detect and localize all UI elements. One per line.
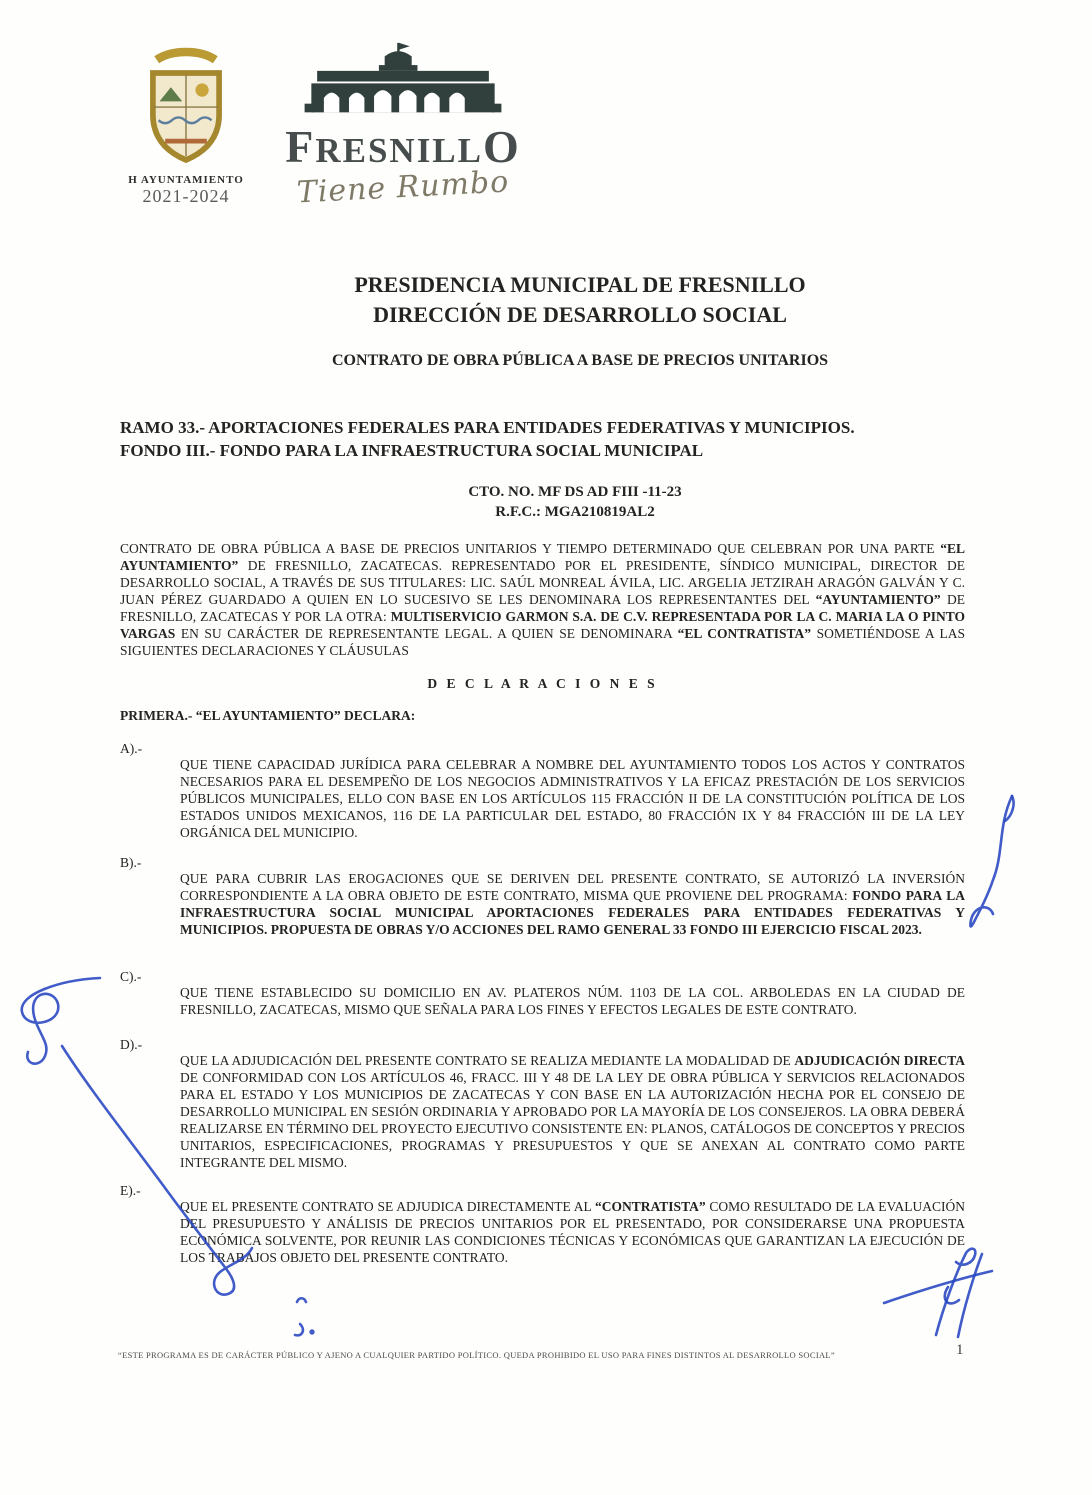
intro-paragraph: CONTRATO DE OBRA PÚBLICA A BASE DE PRECIOS UNITARIOS Y TIEMPO DETERMINADO QUE CELEBRAN POR UNA PARTE “EL AYUNTAMIENTO” DE FRESNILLO, ZACATECAS. REPRESENTADO POR EL PRESIDENTE, SÍNDICO MUNICIPAL, DIRECTOR DE DESARROLLO SOCIAL, A TRAVÉS DE SUS TITULARES: LIC. SAÚL MONREAL ÁVILA, LIC. ARGELIA JETZIRAH ARAGÓN GALVÁN Y C. JUAN PÉREZ GUARDADO A QUIEN EN LO SUCESIVO SE LES DENOMINARA LOS REPRESENTANTES DEL “AYUNTAMIENTO” DE FRESNILLO, ZACATECAS Y POR LA OTRA: MULTISERVICIO GARMON S.A. DE C.V. REPRESENTADA POR LA C. MARIA LA O PINTO VARGAS EN SU CARÁCTER DE REPRESENTANTE LEGAL. A QUIEN SE DENOMINARA “EL CONTRATISTA” SOMETIÉNDOSE A LAS SIGUIENTES DECLARACIONES Y CLÁUSULAS bbox=[120, 541, 965, 658]
declaration-body: QUE TIENE ESTABLECIDO SU DOMICILIO EN AV. PLATEROS NÚM. 1103 DE LA COL. ARBOLEDAS EN LA CIUDAD DE FRESNILLO, ZACATECAS, MISMO QUE SEÑALA PARA LOS FINES Y EFECTOS LEGALES DE ESTE CONTRATO. bbox=[180, 985, 965, 1017]
declaration-item-d bbox=[120, 1036, 965, 1171]
declaration-item-a bbox=[120, 740, 965, 841]
document-subtitle: CONTRATO DE OBRA PÚBLICA A BASE DE PRECIOS UNITARIOS bbox=[331, 352, 829, 369]
document-title bbox=[120, 270, 1040, 330]
wordmark-last-letter: O bbox=[483, 121, 521, 172]
title-line-1: PRESIDENCIA MUNICIPAL DE FRESNILLO bbox=[354, 272, 806, 297]
declaration-body: QUE TIENE CAPACIDAD JURÍDICA PARA CELEBRAR A NOMBRE DEL AYUNTAMIENTO TODOS LOS ACTOS Y CONTRATOS NECESARIOS PARA EL DESEMPEÑO DE LOS NEGOCIOS ADMINISTRATIVOS Y LA EFICAZ PRESTACIÓN DE LOS SERVICIOS PÚBLICOS MUNICIPALES, ELLO CON BASE EN LOS ARTÍCULOS 115 FRACCIÓN II DE LA CONSTITUCIÓN POLÍTICA DE LOS ESTADOS UNIDOS MEXICANOS, 116 DE LA PARTICULAR DEL ESTADO, 80 FRACCIÓN IX Y 84 FRACCIÓN III DE LA LEY ORGÁNICA DEL MUNICIPIO. bbox=[180, 757, 965, 840]
declaration-label: A).- bbox=[120, 741, 143, 756]
declaration-item-c bbox=[120, 968, 965, 1018]
fresnillo-logo bbox=[278, 40, 528, 211]
brand-tagline: Tiene Rumbo bbox=[295, 164, 511, 211]
page-number: 1 bbox=[956, 1342, 964, 1358]
signature-ink-right-margin bbox=[958, 790, 1038, 950]
declaration-label: D).- bbox=[120, 1037, 143, 1052]
declaration-item-b bbox=[120, 854, 965, 938]
crest-caption: H AYUNTAMIENTO bbox=[128, 174, 244, 186]
declaration-item-e bbox=[120, 1182, 965, 1266]
contract-number: CTO. NO. MF DS AD FIII -11-23 bbox=[468, 484, 682, 500]
crest-period: 2021-2024 bbox=[142, 186, 230, 206]
wordmark-first-letter: F bbox=[285, 121, 316, 172]
title-line-2: DIRECCIÓN DE DESARROLLO SOCIAL bbox=[373, 302, 787, 327]
declaration-body: QUE EL PRESENTE CONTRATO SE ADJUDICA DIRECTAMENTE AL “CONTRATISTA” COMO RESULTADO DE LA EVALUACIÓN DEL PRESUPUESTO Y ANÁLISIS DE PRECIOS UNITARIOS POR EL PRESENTADO, POR CONSIDERARSE UNA PROPUESTA ECONÓMICA SOLVENTE, POR REUNIR LAS CONDICIONES TÉCNICAS Y ECONÓMICAS QUE GARANTIZAN LA EJECUCIÓN DE LOS TRABAJOS OBJETO DEL PRESENTE CONTRATO. bbox=[180, 1199, 965, 1265]
declaration-label: B).- bbox=[120, 855, 142, 870]
wordmark-middle-letters: RESNILL bbox=[315, 131, 483, 170]
primera-heading: PRIMERA.- “EL AYUNTAMIENTO” DECLARA: bbox=[120, 708, 416, 723]
declarations-heading: D E C L A R A C I O N E S bbox=[427, 676, 658, 691]
contract-rfc: R.F.C.: MGA210819AL2 bbox=[495, 504, 655, 520]
municipal-crest bbox=[122, 46, 250, 207]
contract-ids bbox=[120, 482, 1030, 522]
declaration-body: QUE PARA CUBRIR LAS EROGACIONES QUE SE DERIVEN DEL PRESENTE CONTRATO, SE AUTORIZÓ LA INVERSIÓN CORRESPONDIENTE A LA OBRA OBJETO DE ESTE CONTRATO, MISMA QUE PROVIENE DEL PROGRAMA: FONDO PARA LA INFRAESTRUCTURA SOCIAL MUNICIPAL APORTACIONES FEDERALES PARA ENTIDADES FEDERATIVAS Y MUNICIPIOS. PROPUESTA DE OBRAS Y/O ACCIONES DEL RAMO GENERAL 33 FONDO III EJERCICIO FISCAL 2023. bbox=[180, 871, 965, 937]
program-line-1: RAMO 33.- APORTACIONES FEDERALES PARA ENTIDADES FEDERATIVAS Y MUNICIPIOS. bbox=[120, 418, 855, 437]
crest-shield-icon bbox=[134, 46, 238, 170]
building-silhouette-icon bbox=[298, 40, 508, 122]
declaration-label: E).- bbox=[120, 1183, 141, 1198]
declaration-label: C).- bbox=[120, 969, 142, 984]
program-line-2: FONDO III.- FONDO PARA LA INFRAESTRUCTURA SOCIAL MUNICIPAL bbox=[120, 441, 704, 460]
fresnillo-wordmark bbox=[278, 121, 528, 172]
declaration-body: QUE LA ADJUDICACIÓN DEL PRESENTE CONTRATO SE REALIZA MEDIANTE LA MODALIDAD DE ADJUDICACIÓN DIRECTA DE CONFORMIDAD CON LOS ARTÍCULOS 46, FRACC. III Y 48 DE LA LEY DE OBRA PÚBLICA Y SERVICIOS RELACIONADOS PARA EL ESTADO Y LOS MUNICIPIOS DE ZACATECAS Y CON BASE EN LA AUTORIZACIÓN HECHA POR EL CONSEJO DE DESARROLLO MUNICIPAL EN SESIÓN ORDINARIA Y APROBADO POR LA MAYORÍA DE LOS CONSEJEROS. LA OBRA DEBERÁ REALIZARSE EN TÉRMINO DEL PROYECTO EJECUTIVO CONSISTENTE EN: PLANOS, CATÁLOGOS DE CONCEPTOS Y PRECIOS UNITARIOS, ESPECIFICACIONES, PROGRAMAS Y PRESUPUESTOS Y QUE SE ANEXAN AL CONTRATO COMO PARTE INTEGRANTE DEL MISMO. bbox=[180, 1053, 965, 1170]
program-heading bbox=[120, 416, 1000, 462]
footer-disclaimer: “ESTE PROGRAMA ES DE CARÁCTER PÚBLICO Y AJENO A CUALQUIER PARTIDO POLÍTICO. QUEDA PROHIBIDO EL USO PARA FINES DISTINTOS AL DESARROLLO SOCIAL” bbox=[118, 1350, 835, 1360]
